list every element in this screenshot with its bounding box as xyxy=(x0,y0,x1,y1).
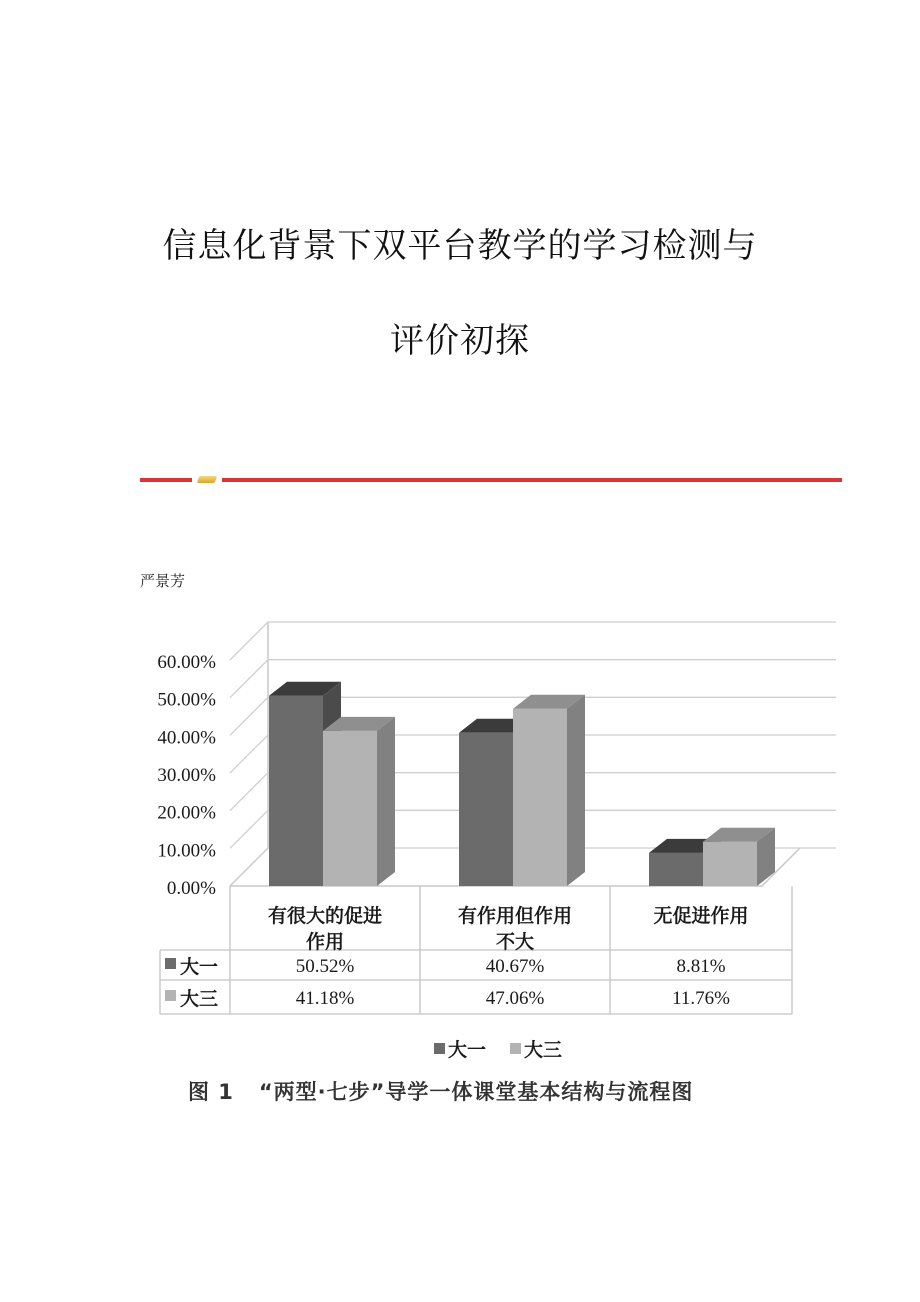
y-axis-tick-labels xyxy=(157,652,216,899)
document-title-line-2: 评价初探 xyxy=(390,321,530,361)
y-tick-label: 40.00% xyxy=(157,727,216,749)
bar-front xyxy=(269,696,323,886)
x-category-label: 无促进作用 xyxy=(653,905,749,927)
bar-front xyxy=(513,709,567,886)
table-series-name: 大一 xyxy=(180,956,219,978)
bar-front xyxy=(703,842,757,886)
bar-side xyxy=(567,695,585,886)
chart-bars xyxy=(269,682,775,886)
y-tick-label: 30.00% xyxy=(157,765,216,786)
x-category-label: 作用 xyxy=(305,931,345,953)
x-category-label: 有很大的促进 xyxy=(267,905,383,927)
data-table xyxy=(160,886,792,1014)
y-tick-label: 60.00% xyxy=(157,652,216,673)
data-label: 50.52% xyxy=(295,956,355,977)
legend-swatch xyxy=(434,1043,445,1054)
legend-label: 大一 xyxy=(448,1039,487,1061)
data-label: 41.18% xyxy=(295,988,355,1009)
legend-label: 大三 xyxy=(524,1039,563,1061)
bar-side xyxy=(377,717,395,886)
bar xyxy=(323,717,395,886)
table-series-name: 大三 xyxy=(180,988,219,1010)
x-category-label: 不大 xyxy=(495,931,535,953)
bar-front xyxy=(323,731,377,886)
pencil-icon xyxy=(197,476,218,483)
chart-legend xyxy=(434,1038,562,1061)
title-divider-left xyxy=(140,478,192,482)
document-title-line-1: 信息化背景下双平台教学的学习检测与 xyxy=(162,226,758,266)
data-label: 11.76% xyxy=(672,988,730,1009)
bar xyxy=(703,828,775,886)
bar-chart xyxy=(0,620,920,1065)
bar xyxy=(513,695,585,886)
bar-front xyxy=(649,853,703,886)
figure-caption: 图 1 “两型·七步”导学一体课堂基本结构与流程图 xyxy=(188,1080,694,1104)
data-label: 8.81% xyxy=(676,956,726,977)
legend-swatch xyxy=(510,1043,521,1054)
title-divider-right xyxy=(222,478,842,482)
y-tick-label: 10.00% xyxy=(157,840,216,862)
gridline xyxy=(230,622,836,660)
data-label: 47.06% xyxy=(485,988,545,1009)
y-tick-label: 20.00% xyxy=(157,802,216,824)
table-series-key xyxy=(165,958,176,969)
y-tick-label: 0.00% xyxy=(166,878,216,899)
y-tick-label: 50.00% xyxy=(157,689,216,711)
author-name: 严景芳 xyxy=(140,572,186,590)
x-category-label: 有作用但作用 xyxy=(457,905,573,927)
data-label: 40.67% xyxy=(485,956,545,977)
bar-front xyxy=(459,733,513,886)
table-series-key xyxy=(165,990,176,1001)
